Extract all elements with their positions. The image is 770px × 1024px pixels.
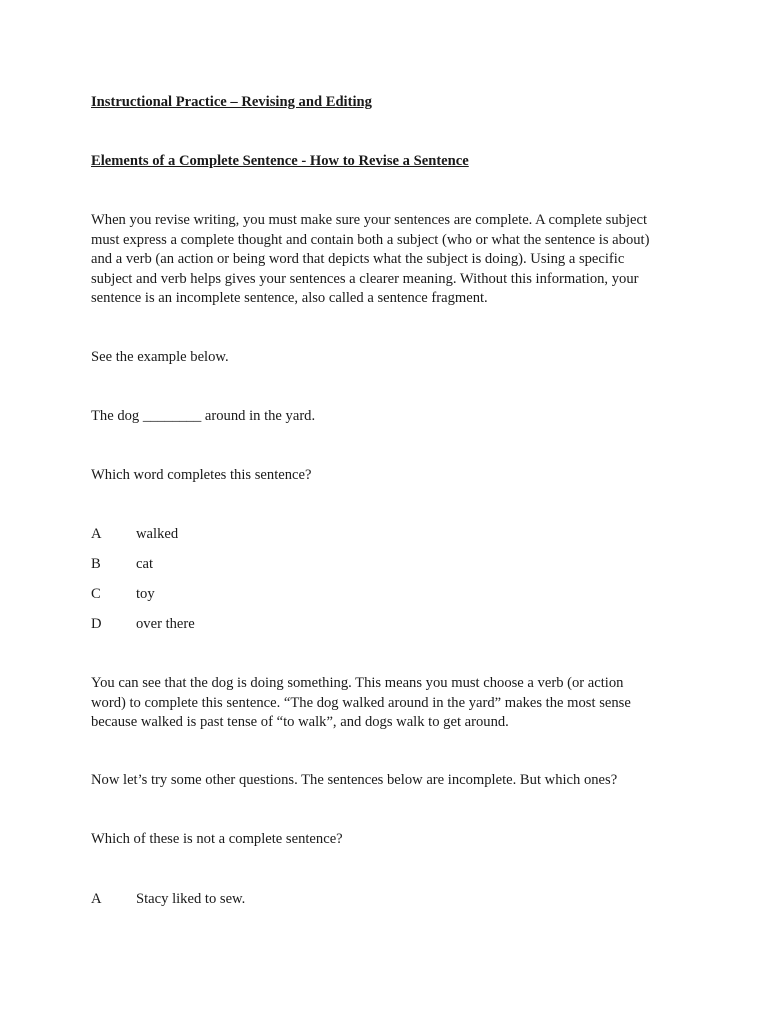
intro-line: and a verb (an action or being word that depicts what the subject is doing). Using a specific <box>91 251 625 267</box>
answer-option <box>91 525 178 545</box>
answer-option <box>91 890 245 910</box>
option-text: toy <box>136 586 155 602</box>
answer-option <box>91 615 195 635</box>
intro-paragraph <box>91 211 681 309</box>
document-subtitle: Elements of a Complete Sentence - How to Revise a Sentence <box>91 153 469 169</box>
question-1: Which word completes this sentence? <box>91 467 312 483</box>
explanation-line: You can see that the dog is doing something. This means you must choose a verb (or action <box>91 675 624 691</box>
option-letter: B <box>91 556 101 572</box>
intro-line: subject and verb helps gives your sentences a clearer meaning. Without this information, your <box>91 270 639 287</box>
option-letter: D <box>91 616 102 632</box>
option-letter: C <box>91 586 101 602</box>
explanation-line: word) to complete this sentence. “The dog walked around in the yard” makes the most sense <box>91 694 631 711</box>
answer-option <box>91 555 153 575</box>
example-sentence: The dog ________ around in the yard. <box>91 408 316 424</box>
answer-option <box>91 585 155 605</box>
explanation-line: because walked is past tense of “to walk”, and dogs walk to get around. <box>91 714 509 730</box>
option-text: walked <box>136 526 179 542</box>
intro-line: must express a complete thought and contain both a subject (who or what the sentence is about) <box>91 231 650 248</box>
explanation-paragraph <box>91 674 681 733</box>
option-letter: A <box>91 891 102 907</box>
intro-line: When you revise writing, you must make sure your sentences are complete. A complete subject <box>91 212 648 228</box>
document-title: Instructional Practice – Revising and Editing <box>91 94 372 110</box>
option-letter: A <box>91 526 102 542</box>
see-example-text: See the example below. <box>91 349 229 365</box>
option-text: over there <box>136 616 195 632</box>
intro-line: sentence is an incomplete sentence, also called a sentence fragment. <box>91 290 488 306</box>
option-text: cat <box>136 556 154 572</box>
option-text: Stacy liked to sew. <box>136 891 246 907</box>
question-2: Which of these is not a complete sentence? <box>91 831 343 847</box>
next-intro-text: Now let’s try some other questions. The sentences below are incomplete. But which ones? <box>91 772 618 788</box>
